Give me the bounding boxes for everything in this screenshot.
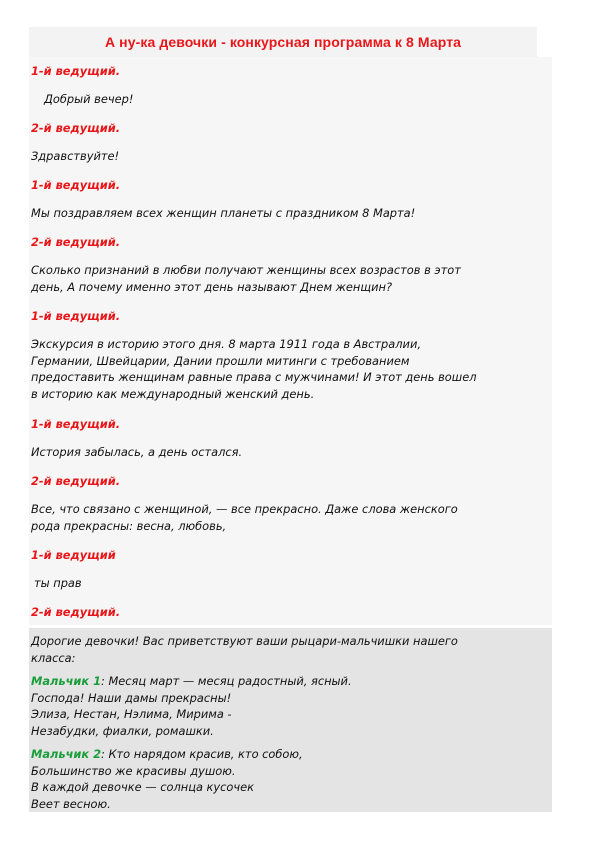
verse-text: : Кто нарядом красив, кто собою, — [101, 747, 303, 761]
speech-line: Все, что связано с женщиной, — все прекрасно. Даже слова женского — [31, 502, 458, 516]
verse-line: Элиза, Нестан, Нэлима, Мирима - — [31, 707, 232, 722]
speaker-label: 1-й ведущий — [31, 548, 116, 562]
speaker-label: 2-й ведущий. — [31, 235, 121, 249]
verse-first-line — [31, 746, 303, 763]
page-title: А ну-ка девочки - конкурсная программа к 8 Марта — [104, 34, 462, 50]
speech-line: Германии, Швейцарии, Дании прошли митинги с требованием — [31, 353, 410, 368]
speaker-label: 1-й ведущий. — [31, 417, 121, 431]
boy2-verse — [31, 746, 303, 813]
speech-paragraph — [31, 336, 476, 403]
speech-line: История забылась, а день остался. — [31, 445, 243, 459]
boy1-label: Мальчик 1 — [31, 674, 101, 688]
intro-line: класса: — [31, 650, 76, 665]
speech-paragraph — [31, 501, 458, 534]
verse-line: Веет весною. — [31, 797, 111, 812]
speech-line: Экскурсия в историю этого дня. 8 марта 1911 года в Австралии, — [31, 337, 421, 351]
intro-line: Дорогие девочки! Вас приветствуют ваши рыцари-мальчишки нашего — [31, 634, 458, 648]
verse-text: : Месяц март — месяц радостный, ясный. — [101, 674, 352, 688]
verse-line: В каждой девочке — солнца кусочек — [31, 780, 255, 795]
speaker-label: 2-й ведущий. — [31, 121, 121, 135]
speech-line: ты прав — [34, 576, 82, 590]
intro-paragraph — [31, 633, 458, 666]
speech-line: рода прекрасны: весна, любовь, — [31, 518, 227, 533]
speech-line: Мы поздравляем всех женщин планеты с праздником 8 Марта! — [31, 206, 416, 220]
speech-line: предоставить женщинам равные права с мужчинами! И этот день вошел — [31, 370, 477, 385]
verse-line: Большинство же красивы душою. — [31, 763, 236, 778]
speech-line: Добрый вечер! — [44, 92, 134, 106]
verse-line: Незабудки, фиалки, ромашки. — [31, 724, 214, 739]
speech-line: Здравствуйте! — [31, 149, 120, 163]
verse-first-line — [31, 673, 352, 690]
speech-line: день, А почему именно этот день называют Днем женщин? — [31, 279, 392, 294]
speaker-label: 1-й ведущий. — [31, 178, 121, 192]
speaker-label: 1-й ведущий. — [31, 64, 121, 78]
speaker-label: 2-й ведущий. — [31, 605, 121, 619]
verse-line: Господа! Наши дамы прекрасны! — [31, 690, 232, 705]
boy2-label: Мальчик 2 — [31, 747, 101, 761]
speech-line: в историю как международный женский день. — [31, 387, 315, 402]
speaker-label: 1-й ведущий. — [31, 309, 121, 323]
speech-line: Сколько признаний в любви получают женщины всех возрастов в этот — [31, 263, 461, 277]
speaker-label: 2-й ведущий. — [31, 474, 121, 488]
boy1-verse — [31, 673, 352, 740]
speech-paragraph — [31, 262, 461, 295]
